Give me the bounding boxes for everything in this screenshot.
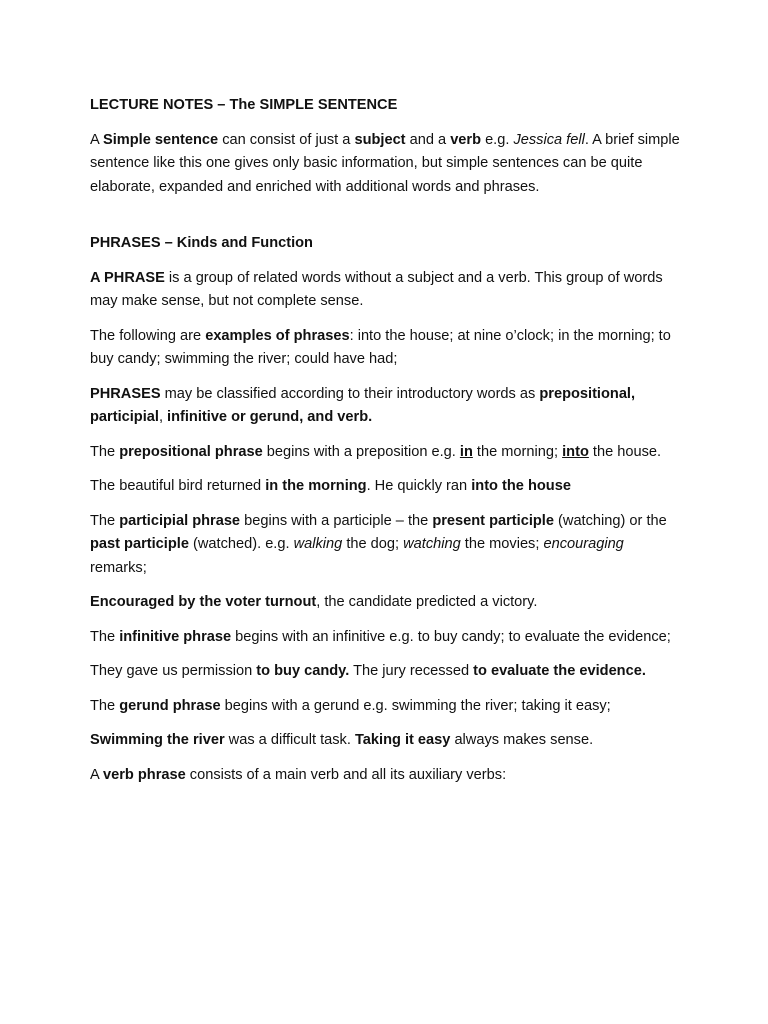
text-run: begins with an infinitive e.g. to buy candy; to evaluate the evidence;	[231, 628, 671, 645]
text-run: (watching) or the	[553, 512, 667, 529]
text-run: . He quickly ran	[366, 478, 472, 494]
text-run: begins with a gerund e.g. swimming the river; taking it easy;	[220, 697, 611, 714]
bold-term: prepositional, participial	[90, 385, 636, 425]
bold-term: Simple sentence	[102, 131, 219, 148]
verb-phrase-paragraph	[90, 764, 680, 788]
text-run: the house.	[588, 443, 662, 460]
intro-paragraph	[90, 129, 680, 200]
text-run: begins with a participle – the	[240, 512, 433, 529]
infinitive-phrase-paragraph	[90, 626, 680, 650]
gerund-example-paragraph	[90, 729, 680, 753]
text-run: The	[90, 443, 120, 460]
italic-example: Jessica fell	[513, 131, 585, 148]
text-run: A	[90, 131, 103, 148]
bold-term: prepositional phrase	[119, 443, 263, 460]
text-run: remarks;	[90, 559, 147, 576]
section-heading: PHRASES – Kinds and Function	[90, 235, 313, 251]
phrase-examples-paragraph	[90, 325, 680, 372]
bold-term: to buy candy.	[256, 663, 350, 679]
text-run: . A brief simple sentence like this one gives only basic information, but simple sentences can be quite elaborate, expanded and enriched with additional words and phrases.	[90, 131, 680, 195]
italic-example: walking	[293, 536, 343, 552]
text-run: , the candidate predicted a victory.	[316, 594, 538, 610]
bold-term: examples of phrases	[205, 327, 350, 344]
underlined-word: into	[562, 443, 589, 460]
text-run: They gave us permission	[90, 663, 257, 679]
text-run: : into the house; at nine o’clock; in the morning; to buy candy; swimming the river; could have had;	[90, 327, 671, 367]
bold-term: subject	[354, 131, 406, 148]
bold-term: verb	[450, 131, 482, 148]
text-run: The beautiful bird returned	[90, 478, 266, 494]
prepositional-example-paragraph	[90, 475, 680, 499]
italic-example: watching	[403, 536, 461, 552]
bold-term: participial phrase	[119, 512, 241, 529]
bold-term: Taking it easy	[354, 732, 451, 748]
text-run: (watched). e.g.	[188, 536, 294, 552]
italic-example: encouraging	[543, 536, 624, 552]
underlined-word: in	[459, 443, 473, 460]
bold-term: Encouraged by the voter turnout	[90, 594, 317, 610]
bold-underlined-term	[562, 444, 589, 460]
text-run: The	[90, 512, 120, 529]
participial-phrase-paragraph	[90, 510, 680, 581]
bold-term: present participle	[432, 512, 554, 529]
bold-term: Swimming the river	[90, 732, 225, 748]
document-page	[90, 94, 680, 798]
text-run: can consist of just a	[218, 131, 355, 148]
bold-term: verb phrase	[102, 766, 186, 783]
prepositional-phrase-paragraph	[90, 441, 680, 465]
text-run: may be classified according to their introductory words as	[160, 385, 540, 402]
document-title: LECTURE NOTES – The SIMPLE SENTENCE	[90, 97, 398, 113]
bold-term: past participle	[90, 536, 189, 552]
bold-term: gerund phrase	[119, 697, 221, 714]
text-run: consists of a main verb and all its auxiliary verbs:	[185, 766, 507, 783]
bold-term: infinitive phrase	[119, 628, 232, 645]
phrase-definition-paragraph	[90, 267, 680, 314]
text-run: The	[90, 697, 120, 714]
text-run: the movies;	[460, 536, 544, 552]
bold-term: infinitive or gerund, and verb.	[167, 409, 373, 425]
text-run: The	[90, 628, 120, 645]
text-run: is a group of related words without a subject and a verb. This group of words may make sense, but not complete sense.	[90, 269, 663, 309]
text-run: was a difficult task.	[224, 732, 355, 748]
text-run: begins with a preposition e.g.	[262, 443, 460, 460]
text-run: A	[90, 766, 103, 783]
text-run: The following are	[90, 327, 206, 344]
spacer	[90, 210, 680, 232]
bold-underlined-term	[460, 444, 473, 460]
infinitive-example-paragraph	[90, 660, 680, 684]
bold-term: into the house	[471, 478, 571, 494]
gerund-phrase-paragraph	[90, 695, 680, 719]
text-run: ,	[158, 409, 168, 425]
participial-example-paragraph	[90, 591, 680, 615]
text-run: and a	[405, 131, 451, 148]
bold-term: PHRASES	[90, 385, 161, 402]
phrase-classification-paragraph	[90, 383, 680, 430]
bold-term: A PHRASE	[90, 269, 165, 286]
text-run: e.g.	[481, 131, 514, 148]
bold-term: in the morning	[265, 478, 367, 494]
text-run: The jury recessed	[349, 663, 474, 679]
text-run: always makes sense.	[450, 732, 594, 748]
bold-term: to evaluate the evidence.	[473, 663, 646, 679]
text-run: the dog;	[342, 536, 404, 552]
text-run: the morning;	[472, 443, 563, 460]
